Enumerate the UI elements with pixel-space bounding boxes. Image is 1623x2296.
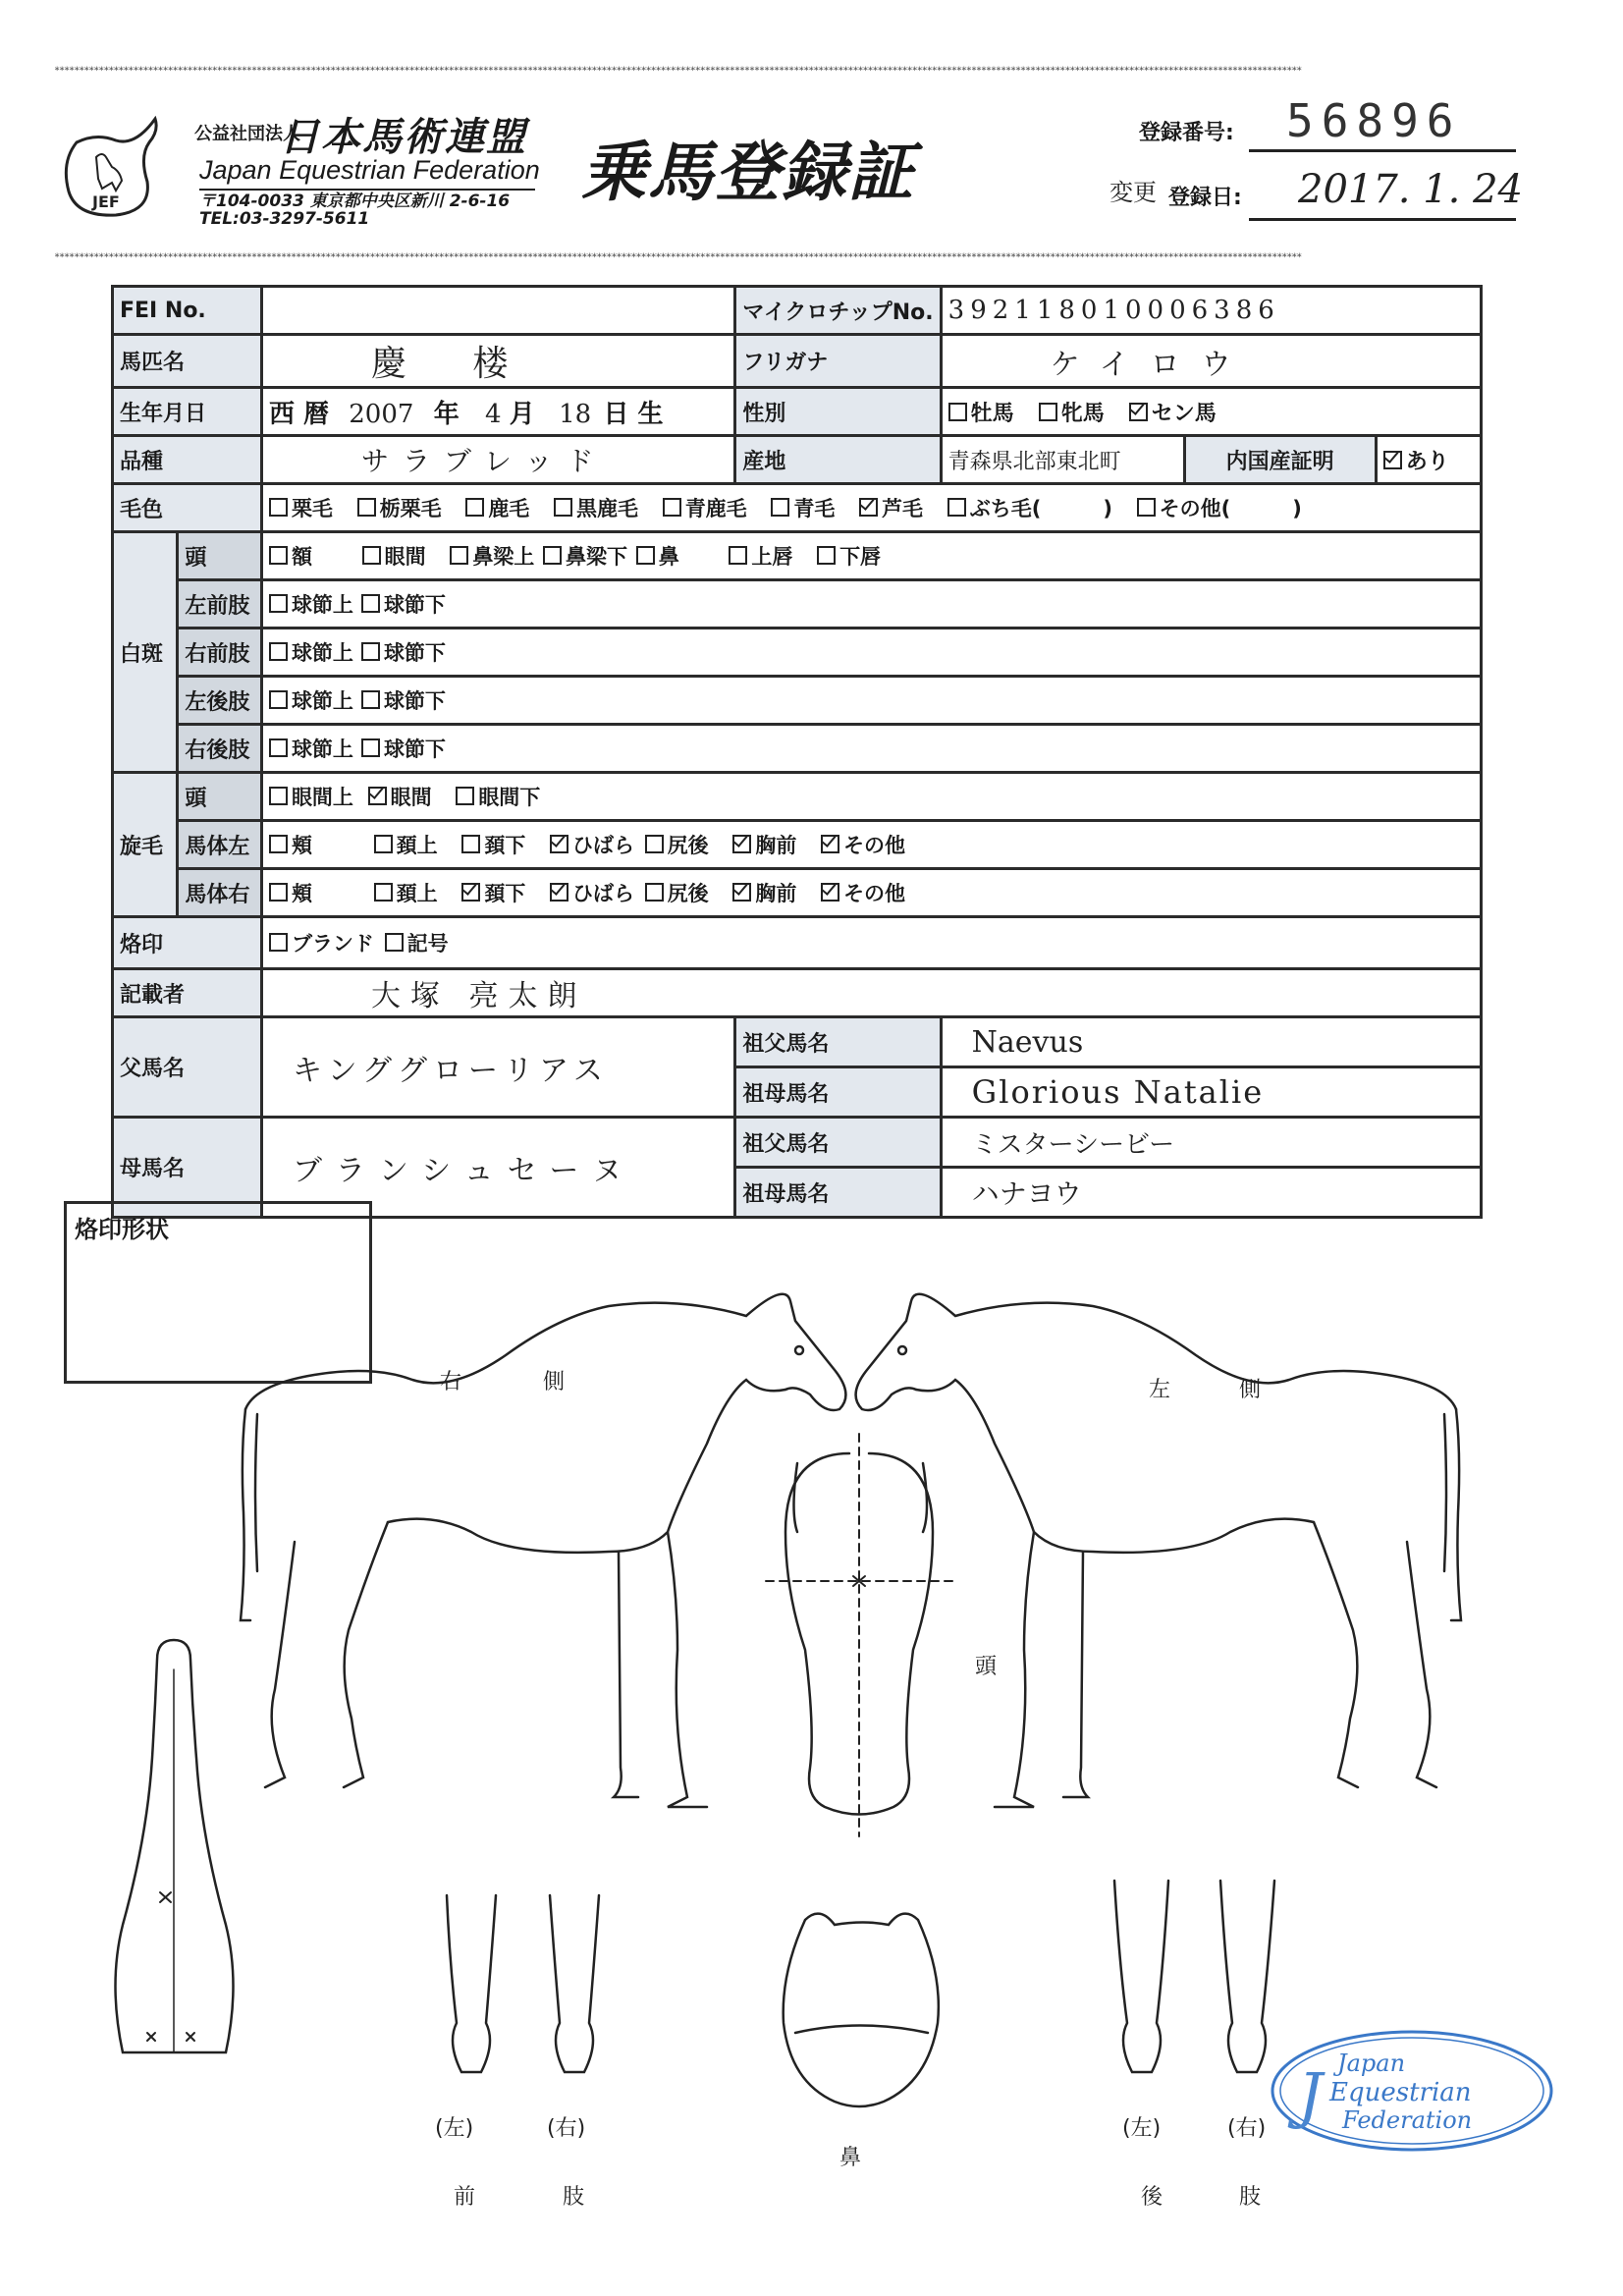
part-label: 頭	[178, 773, 262, 821]
svg-text:Equestrian: Equestrian	[1329, 2078, 1472, 2107]
address-line: 〒104-0033 東京都中央区新川 2-6-16	[199, 191, 511, 211]
whorl-option[interactable]: 胸前	[732, 830, 796, 859]
whorl-option[interactable]: 胸前	[732, 878, 796, 907]
grandsire-label: 祖父馬名	[735, 1118, 941, 1168]
microchip-field[interactable]: 392118010006386	[941, 287, 1481, 335]
marking-option[interactable]: 上唇	[729, 541, 792, 571]
whorl-option[interactable]: 眼間	[368, 782, 432, 811]
coat-option-gray[interactable]: 芦毛	[859, 493, 923, 522]
hindlimbs-icon	[1114, 1881, 1274, 2072]
birth-year: 2007	[349, 399, 414, 429]
dam-grandsire-field[interactable]: ミスターシービー	[941, 1118, 1481, 1168]
recorder-field[interactable]: 大塚 亮太朗	[261, 969, 1481, 1017]
marking-option[interactable]: 球節上	[269, 589, 353, 619]
whorl-option[interactable]: 頚上	[374, 878, 438, 907]
breed-label: 品種	[113, 436, 262, 484]
whorl-option[interactable]: その他	[821, 830, 905, 859]
forelimb-left-label: (左)	[435, 2116, 474, 2141]
part-label: 右後肢	[178, 725, 262, 773]
coat-option[interactable]: 鹿毛	[465, 493, 529, 522]
head-label: 頭	[975, 1655, 998, 1679]
part-label: 右前肢	[178, 629, 262, 677]
year-unit: 年	[433, 399, 460, 429]
whorl-option[interactable]: ひばら	[550, 878, 634, 907]
day-unit: 日 生	[603, 399, 664, 429]
brand-option[interactable]: 記号	[385, 928, 449, 957]
marking-option[interactable]: 球節上	[269, 685, 353, 715]
nose-label: 鼻	[839, 2146, 862, 2170]
coat-option[interactable]: 青鹿毛	[663, 493, 747, 522]
marking-option[interactable]: 球節下	[361, 637, 446, 667]
part-label: 馬体右	[178, 869, 262, 917]
horse-name-label: 馬匹名	[113, 335, 262, 388]
forelimb-caption-2: 肢	[563, 2185, 585, 2210]
marking-option[interactable]: 球節上	[269, 637, 353, 667]
whorl-option[interactable]: 頬	[269, 830, 312, 859]
whorls-label: 旋毛	[113, 773, 178, 917]
whorl-option[interactable]: 尻後	[645, 830, 709, 859]
horse-head-front-icon	[766, 1434, 952, 1836]
tel-line: TEL:03-3297-5611	[199, 209, 370, 229]
marking-option[interactable]: 額	[269, 541, 312, 571]
right-side-label-2: 側	[543, 1370, 566, 1394]
registration-date-label: 登録日:	[1168, 186, 1242, 210]
furigana-label: フリガナ	[735, 335, 941, 388]
birth-month: 4	[484, 399, 502, 429]
dam-field[interactable]: ブランシュセーヌ	[261, 1118, 734, 1218]
marking-option[interactable]: 鼻梁下	[543, 541, 627, 571]
part-label: 馬体左	[178, 821, 262, 869]
marking-option[interactable]: 眼間	[362, 541, 426, 571]
marking-option[interactable]: 球節下	[361, 589, 446, 619]
registration-number-label: 登録番号:	[1139, 121, 1234, 145]
dam-label: 母馬名	[113, 1118, 262, 1218]
marking-option[interactable]: 下唇	[817, 541, 881, 571]
forelimbs-icon	[447, 1895, 599, 2072]
forelimb-right-label: (右)	[547, 2116, 586, 2141]
hindlimb-caption-2: 肢	[1239, 2185, 1262, 2210]
marking-option[interactable]: 球節上	[269, 734, 353, 763]
org-type: 公益社団法人	[194, 124, 300, 144]
granddam-label: 祖母馬名	[735, 1168, 941, 1218]
forelimb-caption-1: 前	[454, 2185, 476, 2210]
horse-top-view-icon	[116, 1640, 234, 2052]
coat-option[interactable]: 栃栗毛	[357, 493, 442, 522]
dam-granddam-field[interactable]: ハナヨウ	[941, 1168, 1481, 1218]
sire-granddam-field[interactable]: Glorious Natalie	[941, 1067, 1481, 1118]
brand-shape-label: 烙印形状	[75, 1216, 169, 1243]
marking-option[interactable]: 球節下	[361, 685, 446, 715]
sex-option-stallion[interactable]: 牡馬	[948, 397, 1014, 427]
coat-option[interactable]: ぶち毛( )	[947, 493, 1112, 522]
hindlimb-right-label: (右)	[1227, 2116, 1267, 2141]
domestic-cert-option[interactable]: あり	[1376, 436, 1481, 484]
breed-field[interactable]: サラブレッド	[261, 436, 734, 484]
granddam-label: 祖母馬名	[735, 1067, 941, 1118]
recorder-label: 記載者	[113, 969, 262, 1017]
whorl-option[interactable]: 尻後	[645, 878, 709, 907]
registration-number: 56896	[1286, 94, 1462, 147]
svg-text:Federation: Federation	[1342, 2106, 1473, 2134]
registration-date: 2017. 1. 24	[1298, 167, 1524, 212]
horse-left-side-icon	[856, 1294, 1461, 1807]
whorl-option[interactable]: 頚上	[374, 830, 438, 859]
sex-option-gelding[interactable]: セン馬	[1129, 397, 1217, 427]
whorl-option[interactable]: 頬	[269, 878, 312, 907]
part-label: 頭	[178, 532, 262, 580]
furigana-field[interactable]: ケイロウ	[941, 335, 1481, 388]
svg-text:J: J	[1298, 2059, 1323, 2131]
horse-name-field[interactable]: 慶 楼	[261, 335, 734, 388]
horse-nose-icon	[784, 1914, 939, 2106]
decorative-border-top: ∗∗∗∗∗∗∗∗∗∗∗∗∗∗∗∗∗∗∗∗∗∗∗∗∗∗∗∗∗∗∗∗∗∗∗∗∗∗∗∗∗∗∗∗∗∗∗∗∗∗∗∗∗∗∗∗∗∗∗∗∗∗∗∗∗∗∗∗∗∗∗∗∗∗∗∗∗∗∗∗∗∗∗∗∗∗∗∗∗∗∗∗∗∗∗∗∗∗∗∗∗∗∗∗∗∗∗∗∗∗∗∗∗∗∗∗∗∗∗∗∗∗∗∗∗∗∗∗∗∗∗∗∗∗∗∗∗∗∗∗∗∗∗∗∗∗∗∗∗∗∗∗∗∗∗∗∗∗∗∗∗∗∗∗∗∗∗∗∗∗∗∗∗∗∗∗∗∗∗∗∗∗∗∗∗∗∗∗∗∗∗∗∗∗∗∗∗∗∗∗∗∗∗∗∗∗∗∗∗∗∗∗∗∗∗∗∗∗∗∗∗∗∗∗∗∗∗∗∗∗∗∗∗∗∗∗∗∗∗∗∗∗∗∗∗∗∗∗∗∗∗∗∗	[54, 65, 1302, 75]
left-side-label-2: 側	[1239, 1378, 1262, 1402]
document-title: 乗馬登録証	[581, 135, 915, 210]
origin-field[interactable]: 青森県北部東北町	[941, 436, 1184, 484]
era-label: 西 暦	[268, 399, 329, 429]
sex-option-mare[interactable]: 牝馬	[1039, 397, 1105, 427]
coat-option[interactable]: 青毛	[771, 493, 835, 522]
whorl-option[interactable]: 眼間下	[456, 782, 540, 811]
sire-field[interactable]: キンググローリアス	[261, 1017, 734, 1118]
whorl-option[interactable]: 頚下	[461, 830, 525, 859]
org-name-en: Japan Equestrian Federation	[199, 155, 540, 185]
coat-option[interactable]: 栗毛	[269, 493, 333, 522]
white-markings-label: 白斑	[113, 532, 178, 773]
whorl-option[interactable]: 眼間上	[269, 782, 353, 811]
marking-option[interactable]: 鼻梁上	[450, 541, 534, 571]
sex-label: 性別	[735, 388, 941, 436]
whorl-option[interactable]: その他	[821, 878, 905, 907]
part-label: 左前肢	[178, 580, 262, 629]
microchip-label: マイクロチップNo.	[735, 287, 941, 335]
logo-text: JEF	[92, 192, 120, 211]
fei-no-label: FEI No.	[113, 287, 262, 335]
part-label: 左後肢	[178, 677, 262, 725]
coat-option[interactable]: その他( )	[1137, 493, 1302, 522]
brand-option[interactable]: ブランド	[269, 928, 374, 957]
birth-day: 18	[559, 399, 592, 429]
marking-option[interactable]: 鼻	[636, 541, 679, 571]
hindlimb-caption-1: 後	[1141, 2185, 1163, 2210]
left-side-label-1: 左	[1149, 1378, 1171, 1402]
month-unit: 月	[509, 399, 535, 429]
brand-label: 烙印	[113, 917, 262, 969]
sire-grandsire-field[interactable]: Naevus	[941, 1017, 1481, 1067]
marking-option[interactable]: 球節下	[361, 734, 446, 763]
svg-text:Japan: Japan	[1337, 2050, 1406, 2077]
hindlimb-left-label: (左)	[1122, 2116, 1162, 2141]
domestic-cert-label: 内国産証明	[1184, 436, 1376, 484]
org-name-jp: 日本馬術連盟	[280, 115, 527, 160]
decorative-border-bottom: ∗∗∗∗∗∗∗∗∗∗∗∗∗∗∗∗∗∗∗∗∗∗∗∗∗∗∗∗∗∗∗∗∗∗∗∗∗∗∗∗∗∗∗∗∗∗∗∗∗∗∗∗∗∗∗∗∗∗∗∗∗∗∗∗∗∗∗∗∗∗∗∗∗∗∗∗∗∗∗∗∗∗∗∗∗∗∗∗∗∗∗∗∗∗∗∗∗∗∗∗∗∗∗∗∗∗∗∗∗∗∗∗∗∗∗∗∗∗∗∗∗∗∗∗∗∗∗∗∗∗∗∗∗∗∗∗∗∗∗∗∗∗∗∗∗∗∗∗∗∗∗∗∗∗∗∗∗∗∗∗∗∗∗∗∗∗∗∗∗∗∗∗∗∗∗∗∗∗∗∗∗∗∗∗∗∗∗∗∗∗∗∗∗∗∗∗∗∗∗∗∗∗∗∗∗∗∗∗∗∗∗∗∗∗∗∗∗∗∗∗∗∗∗∗∗∗∗∗∗∗∗∗∗∗∗∗∗∗∗∗∗∗∗∗∗∗∗∗∗∗∗∗∗	[54, 251, 1302, 261]
whorl-option[interactable]: 頚下	[461, 878, 525, 907]
birthdate-label: 生年月日	[113, 388, 262, 436]
right-side-label-1: 右	[440, 1370, 462, 1394]
registration-date-prefix: 変更	[1109, 179, 1157, 206]
grandsire-label: 祖父馬名	[735, 1017, 941, 1067]
whorl-option[interactable]: ひばら	[550, 830, 634, 859]
sire-label: 父馬名	[113, 1017, 262, 1118]
jef-official-stamp-icon	[1269, 2028, 1555, 2154]
coat-option[interactable]: 黒鹿毛	[554, 493, 638, 522]
origin-label: 産地	[735, 436, 941, 484]
coat-color-label: 毛色	[113, 484, 262, 532]
